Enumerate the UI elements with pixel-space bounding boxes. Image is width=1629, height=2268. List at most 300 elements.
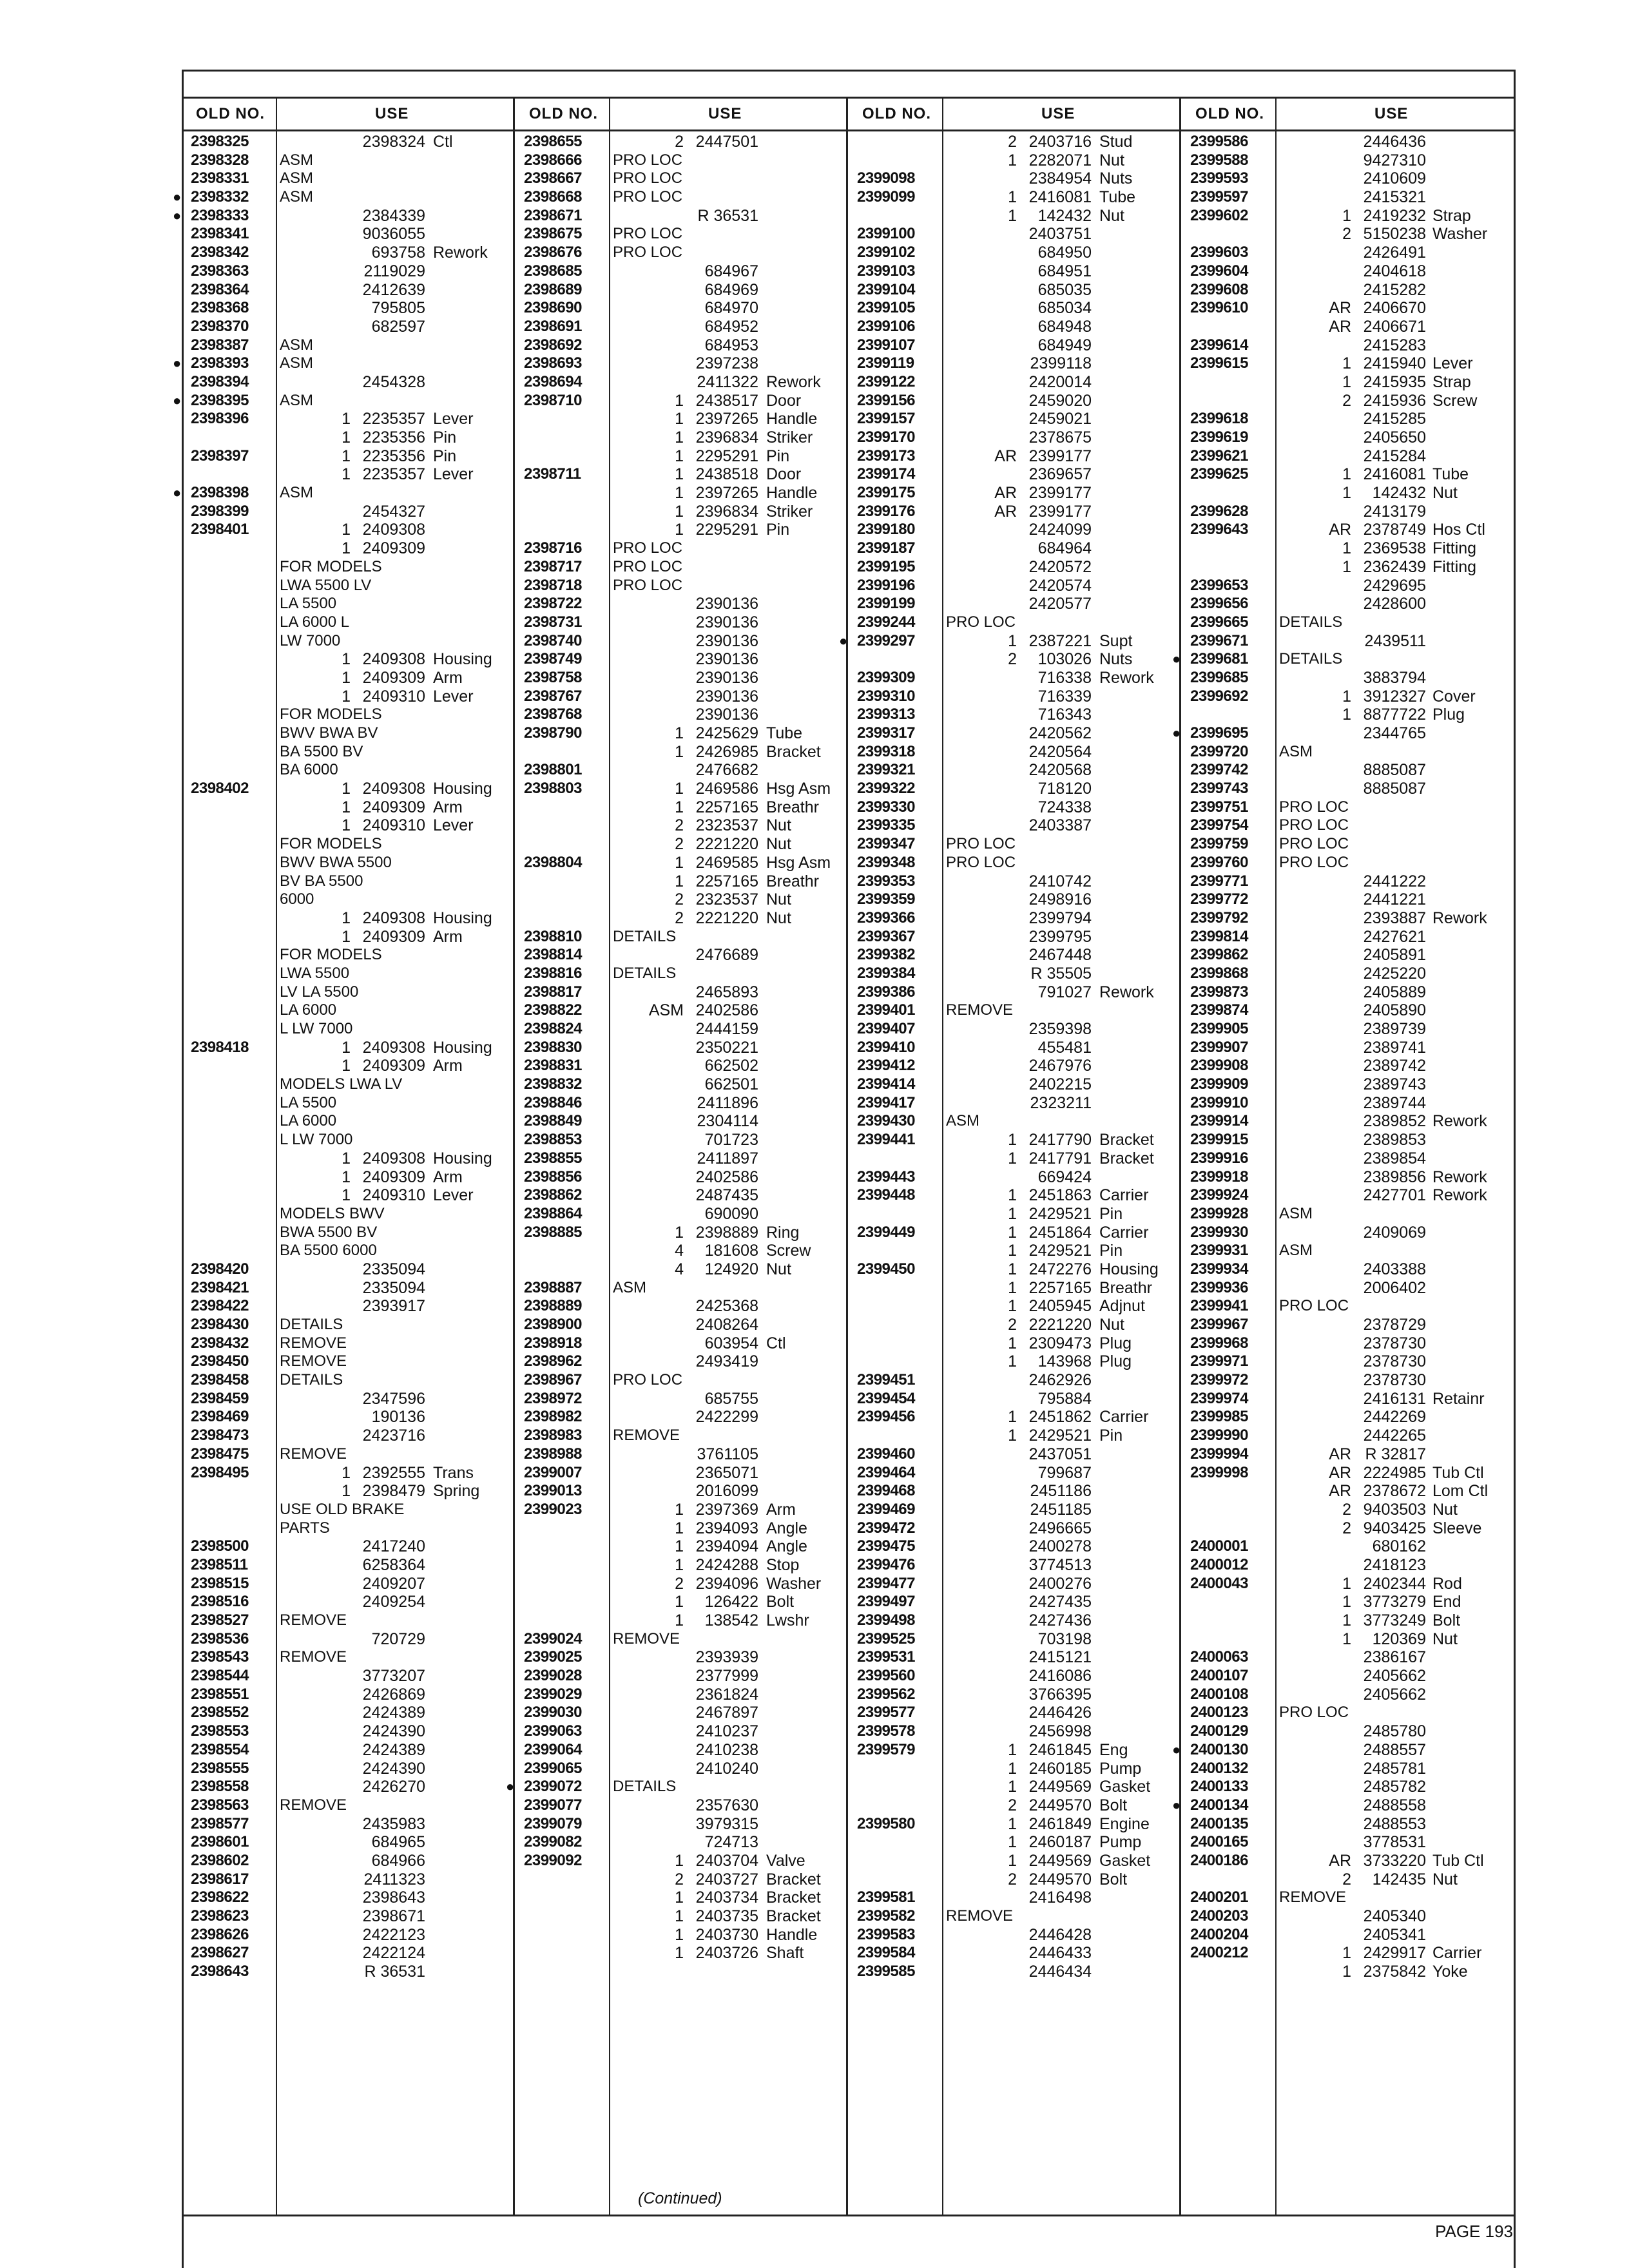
part-description: Hsg Asm <box>766 853 831 872</box>
part-description: Fitting <box>1432 539 1477 558</box>
old-part-number: 2398602 <box>191 1851 249 1869</box>
table-row <box>515 909 848 928</box>
old-part-number: 2399367 <box>857 927 915 945</box>
rows <box>839 133 1181 1981</box>
old-part-number: 2399407 <box>857 1020 915 1037</box>
old-part-number: 2399751 <box>1190 798 1248 816</box>
use-part-number: 2422123 <box>362 1925 425 1944</box>
quantity: 1 <box>1008 1851 1017 1870</box>
table-row <box>182 1741 515 1760</box>
part-description: Bolt <box>1099 1870 1128 1888</box>
old-part-number: 2399414 <box>857 1075 915 1093</box>
use-part-number: 2413179 <box>1363 502 1426 521</box>
old-part-number: 2399382 <box>857 946 915 964</box>
old-part-number: 2398831 <box>524 1057 582 1075</box>
table-row <box>515 632 848 651</box>
old-part-number: 2399924 <box>1190 1186 1248 1204</box>
table-row <box>515 133 848 151</box>
part-description: Arm <box>433 1057 463 1075</box>
quantity: 1 <box>1008 1278 1017 1297</box>
part-description: Arm <box>433 927 463 946</box>
use-part-number: 2378672 <box>1363 1482 1426 1501</box>
part-description: Arm <box>433 798 463 816</box>
old-part-number: 2399102 <box>857 244 915 262</box>
use-part-number: 143968 <box>1037 1352 1092 1371</box>
use-part-number: 2409308 <box>362 521 425 539</box>
table-row <box>182 1501 515 1519</box>
use-part-number: 190136 <box>371 1408 425 1427</box>
old-part-number: 2398804 <box>524 853 582 871</box>
old-part-number: 2399908 <box>1190 1057 1248 1075</box>
use-part-number: 2405662 <box>1363 1667 1426 1686</box>
use-part-number: 2446434 <box>1028 1963 1092 1981</box>
table-row <box>515 1279 848 1298</box>
table-row <box>1181 595 1516 613</box>
table-row <box>182 1020 515 1039</box>
old-part-number: 2400201 <box>1190 1888 1248 1907</box>
use-part-number: 2409310 <box>362 1186 425 1205</box>
use-part-number: 2389856 <box>1363 1168 1426 1186</box>
table-row <box>515 928 848 947</box>
use-part-number: 2323211 <box>1030 1093 1092 1112</box>
table-row <box>182 225 515 244</box>
quantity: 1 <box>675 853 684 872</box>
use-part-number: 716338 <box>1037 668 1092 687</box>
table-row <box>515 1112 848 1131</box>
use-part-number: 5150238 <box>1363 225 1426 244</box>
table-row <box>182 447 515 466</box>
page-number: PAGE 193 <box>1435 2222 1513 2241</box>
table-row <box>848 151 1181 170</box>
old-part-number: 2399628 <box>1190 502 1248 520</box>
table-row <box>182 1260 515 1279</box>
table-row <box>848 816 1181 835</box>
part-description: Carrier <box>1099 1408 1149 1427</box>
use-part-number: 2476689 <box>695 946 758 965</box>
table-row <box>515 244 848 262</box>
old-part-number: 2399814 <box>1190 927 1248 945</box>
use-part-number: 2429917 <box>1363 1944 1426 1963</box>
table-row <box>182 1593 515 1611</box>
old-part-number: 2399460 <box>857 1445 915 1463</box>
old-part-number: 2399934 <box>1190 1260 1248 1278</box>
table-row <box>182 1149 515 1168</box>
old-part-number: 2399653 <box>1190 576 1248 594</box>
quantity: 1 <box>1342 539 1351 558</box>
use-part-number: 2402344 <box>1363 1574 1426 1593</box>
quantity: 4 <box>675 1242 684 1260</box>
part-description: Trans <box>433 1463 474 1482</box>
use-part-number: 8885087 <box>1363 761 1426 780</box>
table-row <box>1181 1149 1516 1168</box>
table-row <box>182 1112 515 1131</box>
use-part-number: 2378730 <box>1363 1371 1426 1390</box>
use-part-number: 2427701 <box>1363 1186 1426 1205</box>
use-part-number: 3774513 <box>1028 1555 1092 1574</box>
table-row <box>1181 890 1516 909</box>
old-part-number: 2398900 <box>524 1316 582 1333</box>
old-part-number: 2400043 <box>1190 1574 1248 1592</box>
part-description: Housing <box>433 780 492 798</box>
table-row <box>182 1482 515 1501</box>
table-row <box>848 133 1181 151</box>
table-row <box>1181 1519 1516 1538</box>
table-row <box>1181 373 1516 392</box>
use-part-number: 2451186 <box>1030 1482 1092 1501</box>
table-row <box>182 1870 515 1889</box>
use-part-number: 2426270 <box>362 1778 425 1796</box>
part-description: Rod <box>1432 1574 1462 1593</box>
table-row <box>182 1371 515 1390</box>
table-row <box>848 410 1181 428</box>
table-row <box>182 577 515 595</box>
table-row <box>1181 1907 1516 1926</box>
use-part-number: 126422 <box>704 1593 758 1611</box>
table-row <box>1181 1390 1516 1408</box>
old-part-number: 2400165 <box>1190 1833 1248 1851</box>
table-row <box>848 1575 1181 1593</box>
use-part-number: 724713 <box>704 1833 758 1852</box>
table-row <box>182 336 515 355</box>
old-part-number: 2399720 <box>1190 742 1248 760</box>
part-description: Tube <box>1432 465 1469 484</box>
old-part-number: 2398627 <box>191 1944 249 1962</box>
part-description: Spring <box>433 1482 480 1501</box>
table-row <box>515 1519 848 1538</box>
use-part-number: 684966 <box>371 1851 425 1870</box>
use-part-number: 2416081 <box>1028 188 1092 207</box>
table-row <box>173 188 515 207</box>
old-part-number: 2399577 <box>857 1704 915 1722</box>
table-row <box>182 780 515 798</box>
old-part-number: 2399971 <box>1190 1352 1248 1370</box>
use-part-number: 680162 <box>1372 1537 1426 1556</box>
use-part-number: 2426869 <box>362 1685 425 1704</box>
use-part-number: 2235357 <box>362 410 425 428</box>
table-row <box>1181 1186 1516 1205</box>
use-part-number: 690090 <box>704 1204 758 1223</box>
old-part-number: 2398967 <box>524 1371 582 1389</box>
old-part-number: 2399107 <box>857 336 915 354</box>
use-part-number: 2449570 <box>1028 1870 1092 1888</box>
quantity: 2 <box>675 890 684 909</box>
use-part-number: 2399177 <box>1028 502 1092 521</box>
old-part-number: 2399450 <box>857 1260 915 1278</box>
part-description: Stop <box>766 1555 800 1574</box>
old-part-number: 2399348 <box>857 853 915 871</box>
note-text: USE OLD BRAKE <box>280 1500 405 1518</box>
table-row <box>848 1667 1181 1686</box>
part-description: Breathr <box>766 798 819 816</box>
quantity: 1 <box>1342 372 1351 391</box>
use-part-number: 2485782 <box>1363 1778 1426 1796</box>
table-row <box>848 1556 1181 1575</box>
use-part-number: 3773249 <box>1363 1611 1426 1629</box>
old-part-number: 2400063 <box>1190 1648 1248 1666</box>
use-part-number: 2378729 <box>1363 1316 1426 1334</box>
old-part-number: 2398617 <box>191 1870 249 1888</box>
table-row <box>848 613 1181 632</box>
table-row <box>182 1575 515 1593</box>
table-row <box>515 1815 848 1834</box>
quantity: 1 <box>1008 1242 1017 1260</box>
part-description: Pump <box>1099 1759 1142 1778</box>
use-part-number: 2449569 <box>1028 1851 1092 1870</box>
part-description: Bracket <box>766 1870 821 1888</box>
table-row <box>848 798 1181 817</box>
old-part-number: 2398558 <box>191 1778 249 1796</box>
part-description: Angle <box>766 1519 807 1537</box>
table-row <box>1181 1686 1516 1704</box>
table-row <box>182 983 515 1002</box>
table-row <box>1181 392 1516 410</box>
part-description: Strap <box>1432 372 1471 391</box>
use-part-number: 124920 <box>704 1260 758 1278</box>
old-part-number: 2398710 <box>524 391 582 409</box>
table-row <box>848 244 1181 262</box>
use-part-number: 2399177 <box>1028 447 1092 465</box>
old-part-number: 2398740 <box>524 631 582 649</box>
note-text: LWA 5500 <box>280 964 350 982</box>
use-part-number: 684965 <box>371 1833 425 1852</box>
use-part-number: 716339 <box>1037 687 1092 706</box>
table-row <box>1181 207 1516 226</box>
use-part-number: 3733220 <box>1363 1851 1426 1870</box>
use-part-number: 142435 <box>1372 1870 1426 1888</box>
quantity: 1 <box>675 742 684 761</box>
table-row <box>848 669 1181 687</box>
old-part-number: 2399335 <box>857 816 915 834</box>
old-part-number: 2398399 <box>191 502 249 520</box>
table-row <box>848 743 1181 762</box>
old-part-number: 2399417 <box>857 1093 915 1111</box>
table-row <box>515 1242 848 1260</box>
table-row <box>848 1112 1181 1131</box>
quantity: 1 <box>1008 1223 1017 1242</box>
use-part-number: 684967 <box>704 262 758 280</box>
use-part-number: 2357630 <box>695 1796 758 1814</box>
use-part-number: 2295291 <box>695 521 758 539</box>
old-part-number: 2398690 <box>524 299 582 317</box>
old-part-number: 2399581 <box>857 1888 915 1907</box>
use-part-number: 2447501 <box>695 133 758 151</box>
old-part-number: 2399310 <box>857 687 915 705</box>
old-part-number: 2398325 <box>191 133 249 150</box>
table-row <box>1181 577 1516 595</box>
table-row <box>848 1001 1181 1020</box>
quantity: 1 <box>675 780 684 798</box>
quantity: 1 <box>675 798 684 816</box>
note-text: REMOVE <box>280 1796 347 1814</box>
table-row <box>515 1556 848 1575</box>
use-part-number: 2467448 <box>1028 946 1092 965</box>
old-part-number: 2399321 <box>857 761 915 779</box>
use-part-number: 2427435 <box>1028 1593 1092 1611</box>
note-text: FOR MODELS <box>280 946 382 964</box>
table-row <box>515 1686 848 1704</box>
note-text: ASM <box>280 336 314 354</box>
use-part-number: 2405650 <box>1363 428 1426 447</box>
table-row <box>1181 1445 1516 1464</box>
table-row <box>1181 151 1516 170</box>
use-part-number: 2469585 <box>695 853 758 872</box>
old-part-number: 2398962 <box>524 1352 582 1370</box>
table-row <box>515 890 848 909</box>
old-part-number: 2398458 <box>191 1371 249 1389</box>
note-text: PRO LOC <box>1279 835 1349 853</box>
table-row <box>182 299 515 318</box>
use-part-number: 2424389 <box>362 1704 425 1722</box>
old-part-number: 2399560 <box>857 1667 915 1685</box>
table-row <box>1181 1593 1516 1611</box>
old-part-number: 2399618 <box>1190 410 1248 428</box>
old-part-number: 2399454 <box>857 1389 915 1407</box>
table-row <box>1181 225 1516 244</box>
table-row <box>515 1704 848 1722</box>
table-row <box>1181 946 1516 965</box>
part-description: Rework <box>1099 983 1154 1001</box>
note-text: REMOVE <box>613 1427 680 1445</box>
use-part-number: 6258364 <box>362 1555 425 1574</box>
use-part-number: 2424390 <box>362 1722 425 1741</box>
use-part-number: 684970 <box>704 299 758 318</box>
part-description: Nut <box>766 1260 791 1278</box>
table-row <box>182 1242 515 1260</box>
old-part-number: 2399916 <box>1190 1149 1248 1167</box>
part-description: Lever <box>433 410 474 428</box>
use-part-number: 2451864 <box>1028 1223 1092 1242</box>
part-description: Nut <box>766 835 791 854</box>
table-row <box>515 1833 848 1852</box>
use-part-number: 2416081 <box>1363 465 1426 484</box>
table-row <box>848 1741 1181 1760</box>
table-row <box>515 169 848 188</box>
use-part-number: 2403751 <box>1028 225 1092 244</box>
use-part-number: 2398324 <box>362 133 425 151</box>
table-row <box>515 669 848 687</box>
use-part-number: 684969 <box>704 280 758 299</box>
table-row <box>182 595 515 613</box>
old-part-number: 2399760 <box>1190 853 1248 871</box>
use-part-number: 2347596 <box>362 1389 425 1408</box>
table-row <box>515 539 848 558</box>
use-part-number: 2399118 <box>1030 354 1092 373</box>
use-part-number: 2396834 <box>695 502 758 521</box>
table-row <box>848 1297 1181 1316</box>
use-part-number: 8885087 <box>1363 780 1426 798</box>
old-part-number: 2399384 <box>857 964 915 982</box>
table-row <box>848 1870 1181 1889</box>
table-row <box>1181 1648 1516 1667</box>
table-row <box>515 392 848 410</box>
use-part-number: 2454327 <box>362 502 425 521</box>
table-row <box>182 743 515 762</box>
table-row <box>515 503 848 521</box>
table-row <box>848 1482 1181 1501</box>
quantity: 1 <box>342 798 351 816</box>
quantity: 1 <box>675 872 684 890</box>
quantity: 1 <box>342 650 351 669</box>
use-part-number: 2369538 <box>1363 539 1426 558</box>
table-row <box>1181 539 1516 558</box>
use-part-number: 2417791 <box>1028 1149 1092 1168</box>
quantity: AR <box>994 484 1017 503</box>
quantity: 1 <box>675 1500 684 1519</box>
table-row <box>848 1390 1181 1408</box>
old-part-number: 2399994 <box>1190 1445 1248 1463</box>
table-row <box>848 1168 1181 1187</box>
old-part-number: 2399244 <box>857 613 915 631</box>
old-part-number: 2399874 <box>1190 1001 1248 1019</box>
table-row <box>848 465 1181 484</box>
use-part-number: 2378749 <box>1363 521 1426 539</box>
old-part-number: 2399007 <box>524 1463 582 1481</box>
table-row <box>515 1760 848 1778</box>
old-part-number: 2399064 <box>524 1740 582 1758</box>
use-part-number: 9427310 <box>1363 151 1426 169</box>
quantity: 1 <box>1008 1759 1017 1778</box>
part-description: Lever <box>1432 354 1473 373</box>
column-header <box>1181 97 1516 131</box>
part-description: Pump <box>1099 1833 1142 1852</box>
table-row <box>848 503 1181 521</box>
use-part-number: 2409309 <box>362 1057 425 1075</box>
part-description: Nut <box>766 908 791 927</box>
old-part-number: 2399742 <box>1190 761 1248 779</box>
table-row <box>1181 1870 1516 1889</box>
table-row <box>848 1464 1181 1483</box>
old-part-number: 2399579 <box>857 1740 915 1758</box>
note-text: LW 7000 <box>280 631 341 649</box>
column-header <box>515 97 848 131</box>
use-part-number: 2420577 <box>1028 595 1092 613</box>
part-description: Striker <box>766 428 813 447</box>
old-part-number: 2399743 <box>1190 780 1248 798</box>
rows <box>1172 133 1516 1981</box>
old-part-number: 2399593 <box>1190 169 1248 187</box>
table-row <box>515 595 848 613</box>
table-row <box>515 1408 848 1427</box>
table-row <box>182 1888 515 1907</box>
old-part-number: 2398671 <box>524 206 582 224</box>
use-part-number: 2119029 <box>363 262 425 280</box>
use-part-number: 2335094 <box>362 1260 425 1278</box>
table-row <box>1181 1427 1516 1445</box>
old-part-number: 2399100 <box>857 225 915 243</box>
use-part-number: 2235356 <box>362 428 425 447</box>
table-row <box>1181 558 1516 577</box>
use-part-number: 685035 <box>1037 280 1092 299</box>
quantity: AR <box>994 447 1017 465</box>
use-part-number: 2389744 <box>1363 1093 1426 1112</box>
use-part-number: 2390136 <box>695 668 758 687</box>
use-part-number: 2402586 <box>695 1168 758 1186</box>
table-row <box>515 1168 848 1187</box>
quantity: 1 <box>1008 1833 1017 1852</box>
table-row <box>848 890 1181 909</box>
table-row <box>515 650 848 669</box>
part-description: Pin <box>1099 1427 1123 1445</box>
table-row <box>1181 1704 1516 1722</box>
old-part-number: 2399873 <box>1190 983 1248 1001</box>
table-row <box>515 299 848 318</box>
table-row <box>182 1168 515 1187</box>
table-row <box>1181 262 1516 281</box>
table-row <box>848 780 1181 798</box>
use-part-number: 662501 <box>704 1075 758 1094</box>
table-row <box>182 761 515 780</box>
part-description: Nuts <box>1099 650 1133 669</box>
